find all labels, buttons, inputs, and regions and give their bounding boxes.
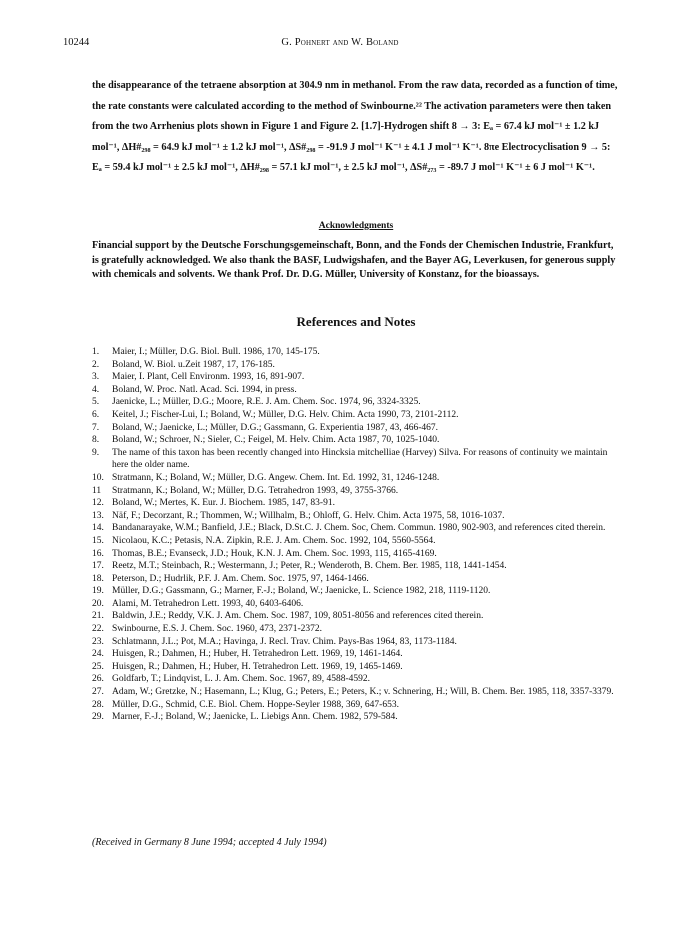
reference-item bbox=[92, 447, 624, 472]
page-header bbox=[63, 37, 617, 51]
reference-text: Schlatmann, J.L.; Pot, M.A.; Havinga, J. Recl. Trav. Chim. Pays-Bas 1964, 83, 1173-1184. bbox=[112, 636, 457, 647]
reference-item bbox=[92, 409, 624, 422]
reference-text: Marner, F.-J.; Boland, W.; Jaenicke, L. Liebigs Ann. Chem. 1982, 579-584. bbox=[112, 712, 398, 723]
reference-item bbox=[92, 485, 624, 498]
reference-item bbox=[92, 585, 624, 598]
reference-text: Stratmann, K.; Boland, W.; Müller, D.G. Tetrahedron 1993, 49, 3755-3766. bbox=[112, 485, 399, 496]
reference-number: 21. bbox=[92, 611, 104, 622]
reference-number: 28. bbox=[92, 699, 104, 710]
reference-text: Adam, W.; Gretzke, N.; Hasemann, L.; Klug, G.; Peters, E.; Peters, K.; v. Schnering, H.; Will, B. Chem. Ber. 1985, 118, 3357-3379. bbox=[112, 687, 614, 698]
reference-item bbox=[92, 636, 624, 649]
reference-text: Boland, W. Proc. Natl. Acad. Sci. 1994, in press. bbox=[112, 384, 297, 395]
reference-number: 15. bbox=[92, 535, 104, 546]
reference-number: 13. bbox=[92, 510, 104, 521]
reference-number: 2. bbox=[92, 359, 100, 370]
reference-text: Alami, M. Tetrahedron Lett. 1993, 40, 6403-6406. bbox=[112, 598, 304, 609]
reference-item bbox=[92, 535, 624, 548]
reference-text: Nicolaou, K.C.; Petasis, N.A. Zipkin, R.E. J. Am. Chem. Soc. 1992, 104, 5560-5564. bbox=[112, 535, 436, 546]
running-title: G. Pohnert and W. Boland bbox=[281, 37, 399, 48]
reference-number: 16. bbox=[92, 548, 104, 559]
reference-item bbox=[92, 522, 624, 535]
reference-text: Boland, W.; Schroer, N.; Sieler, C.; Feigel, M. Helv. Chim. Acta 1987, 70, 1025-1040. bbox=[112, 435, 440, 446]
reference-text: Jaenicke, L.; Müller, D.G.; Moore, R.E. J. Am. Chem. Soc. 1974, 96, 3324-3325. bbox=[112, 397, 421, 408]
reference-item bbox=[92, 497, 624, 510]
reference-item bbox=[92, 711, 624, 724]
intro-paragraph: the disappearance of the tetraene absorption at 304.9 nm in methanol. From the raw data, recorded as a function of time, the rate constants were calculated according to the method of Swinbourne.²² The activation parameters were then taken from the two Arrhenius plots shown in Figure 1 and Figure 2. [1.7]-Hydrogen shift 8 → 3: Eₐ = 67.4 kJ mol⁻¹ ± 1.2 kJ mol⁻¹, ΔH#₂₉₈ = 64.9 kJ mol⁻¹ ± 1.2 kJ mol⁻¹, ΔS#₂₉₈ = -91.9 J mol⁻¹ K⁻¹ ± 4.1 J mol⁻¹ K⁻¹. 8πe Electrocyclisation 9 → 5: Eₐ = 59.4 kJ mol⁻¹ ± 2.5 kJ mol⁻¹, ΔH#₂₉₈ = 57.1 kJ mol⁻¹, ± 2.5 kJ mol⁻¹, ΔS#₂₇₃ = -89.7 J mol⁻¹ K⁻¹ ± 6 J mol⁻¹ K⁻¹. bbox=[92, 80, 618, 173]
reference-number: 11 bbox=[92, 485, 102, 496]
reference-text: Bandanarayake, W.M.; Banfield, J.E.; Black, D.St.C. J. Chem. Soc, Chem. Commun. 1980, 902-903, and references cited therein. bbox=[112, 523, 606, 534]
references-heading: References and Notes bbox=[296, 314, 416, 329]
reference-item bbox=[92, 434, 624, 447]
reference-item bbox=[92, 623, 624, 636]
reference-item bbox=[92, 396, 624, 409]
reference-item bbox=[92, 422, 624, 435]
reference-number: 26. bbox=[92, 674, 104, 685]
reference-text: Boland, W.; Mertes, K. Eur. J. Biochem. 1985, 147, 83-91. bbox=[112, 498, 335, 509]
reference-item bbox=[92, 673, 624, 686]
reference-number: 20. bbox=[92, 598, 104, 609]
reference-item bbox=[92, 648, 624, 661]
reference-item bbox=[92, 573, 624, 586]
reference-item bbox=[92, 472, 624, 485]
reference-item bbox=[92, 510, 624, 523]
reference-item bbox=[92, 384, 624, 397]
reference-number: 18. bbox=[92, 573, 104, 584]
reference-text: Müller, D.G.; Gassmann, G.; Marner, F.-J.; Boland, W.; Jaenicke, L. Science 1982, 218, 1119-1120. bbox=[112, 586, 491, 597]
reference-text: Maier, I. Plant, Cell Environm. 1993, 16, 891-907. bbox=[112, 372, 305, 383]
reference-text: Swinbourne, E.S. J. Chem. Soc. 1960, 473, 2371-2372. bbox=[112, 624, 323, 635]
reference-text: Maier, I.; Müller, D.G. Biol. Bull. 1986, 170, 145-175. bbox=[112, 347, 320, 357]
reference-number: 10. bbox=[92, 472, 104, 483]
reference-item bbox=[92, 661, 624, 674]
reference-text: Huisgen, R.; Dahmen, H.; Huber, H. Tetrahedron Lett. 1969, 19, 1465-1469. bbox=[112, 661, 403, 672]
reference-list bbox=[92, 346, 624, 724]
reference-number: 3. bbox=[92, 372, 100, 383]
reference-item bbox=[92, 371, 624, 384]
reference-number: 17. bbox=[92, 561, 104, 572]
reference-text: The name of this taxon has been recently changed into Hincksia mitchelliae (Harvey) Silva. For reasons of continuity we maintain here the older name. bbox=[112, 447, 608, 471]
acknowledgments-paragraph: Financial support by the Deutsche Forschungsgemeinschaft, Bonn, and the Fonds der Chemischen Industrie, Frankfurt, is gratefully acknowledged. We also thank the BASF, Ludwigshafen, and the Bayer AG, Leverkusen, for generous supply with chemicals and solvents. We thank Prof. Dr. D.G. Müller, University of Konstanz, for the bioassays. bbox=[92, 240, 616, 281]
reference-item bbox=[92, 598, 624, 611]
reference-text: Boland, W.; Jaenicke, L.; Müller, D.G.; Gassmann, G. Experientia 1987, 43, 466-467. bbox=[112, 422, 438, 433]
reference-item bbox=[92, 548, 624, 561]
acknowledgments-heading: Acknowledgments bbox=[318, 221, 394, 231]
reference-number: 6. bbox=[92, 409, 100, 420]
reference-number: 12. bbox=[92, 498, 104, 509]
reference-number: 1. bbox=[92, 347, 100, 357]
reference-number: 25. bbox=[92, 661, 104, 672]
reference-text: Müller, D.G., Schmid, C.E. Biol. Chem. Hoppe-Seyler 1988, 369, 647-653. bbox=[112, 699, 399, 710]
reference-number: 27. bbox=[92, 687, 104, 698]
reference-number: 7. bbox=[92, 422, 100, 433]
page-number: 10244 bbox=[63, 37, 90, 48]
reference-item bbox=[92, 699, 624, 712]
reference-text: Thomas, B.E.; Evanseck, J.D.; Houk, K.N. J. Am. Chem. Soc. 1993, 115, 4165-4169. bbox=[112, 548, 437, 559]
reference-text: Keitel, J.; Fischer-Lui, I.; Boland, W.; Müller, D.G. Helv. Chim. Acta 1990, 73, 2101-2112. bbox=[112, 409, 459, 420]
reference-number: 9. bbox=[92, 447, 100, 458]
reference-text: Näf, F.; Decorzant, R.; Thommen, W.; Willhalm, B.; Ohloff, G. Helv. Chim. Acta 1975, 58, 1016-1037. bbox=[112, 510, 505, 521]
reference-text: Peterson, D.; Hudrlik, P.F. J. Am. Chem. Soc. 1975, 97, 1464-1466. bbox=[112, 573, 369, 584]
reference-number: 29. bbox=[92, 712, 104, 723]
reference-item bbox=[92, 610, 624, 623]
reference-number: 19. bbox=[92, 586, 104, 597]
reference-item bbox=[92, 686, 624, 699]
received-note: (Received in Germany 8 June 1994; accepted 4 July 1994) bbox=[92, 837, 327, 848]
reference-text: Stratmann, K.; Boland, W.; Müller, D.G. Angew. Chem. Int. Ed. 1992, 31, 1246-1248. bbox=[112, 472, 440, 483]
reference-item bbox=[92, 560, 624, 573]
reference-number: 14. bbox=[92, 523, 104, 534]
reference-text: Reetz, M.T.; Steinbach, R.; Westermann, J.; Peter, R.; Wenderoth, B. Chem. Ber. 1985, 118, 1441-1454. bbox=[112, 561, 507, 572]
reference-number: 5. bbox=[92, 397, 100, 408]
reference-number: 23. bbox=[92, 636, 104, 647]
reference-number: 24. bbox=[92, 649, 104, 660]
reference-text: Huisgen, R.; Dahmen, H.; Huber, H. Tetrahedron Lett. 1969, 19, 1461-1464. bbox=[112, 649, 403, 660]
reference-number: 22. bbox=[92, 624, 104, 635]
reference-number: 8. bbox=[92, 435, 100, 446]
reference-number: 4. bbox=[92, 384, 100, 395]
reference-item bbox=[92, 346, 624, 359]
reference-text: Baldwin, J.E.; Reddy, V.K. J. Am. Chem. Soc. 1987, 109, 8051-8056 and references cited therein. bbox=[112, 611, 484, 622]
reference-text: Goldfarb, T.; Lindqvist, L. J. Am. Chem. Soc. 1967, 89, 4588-4592. bbox=[112, 674, 370, 685]
reference-item bbox=[92, 359, 624, 372]
reference-text: Boland, W. Biol. u.Zeit 1987, 17, 176-185. bbox=[112, 359, 275, 370]
